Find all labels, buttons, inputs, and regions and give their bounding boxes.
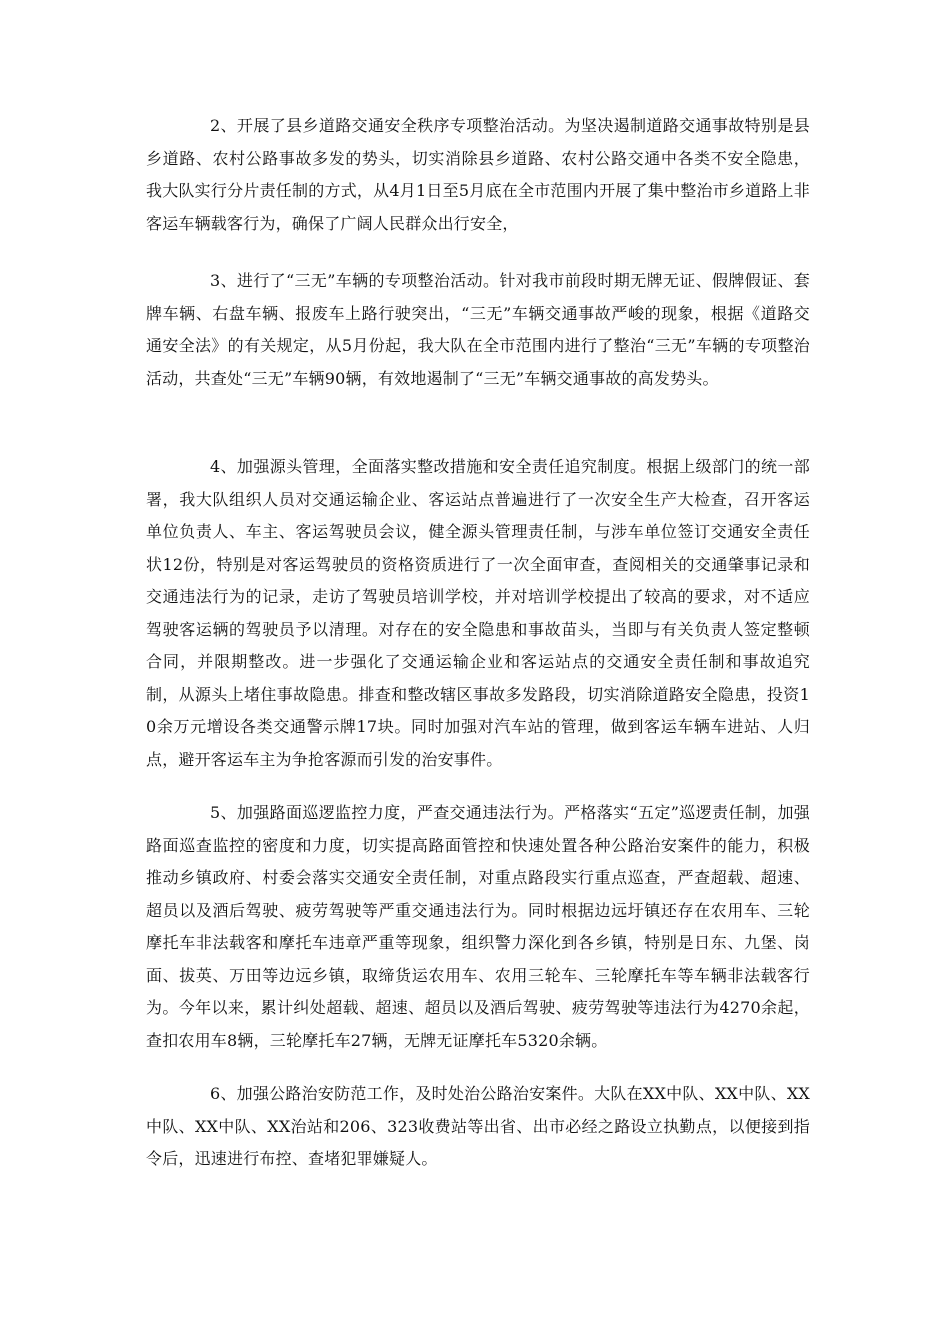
paragraph-6-highway-security: 6、加强公路治安防范工作，及时处治公路治安案件。大队在XX中队、XX中队、XX中队、XX中队、XX治站和206、323收费站等出省、出市必经之路设立执勤点，以便接到指令后，迅速进行布控、查堵犯罪嫌疑人。 — [146, 1084, 810, 1168]
paragraph-3-unlicensed-vehicle-campaign: 3、进行了“三无”车辆的专项整治活动。针对我市前段时期无牌无证、假牌假证、套牌车辆、右盘车辆、报废车上路行驶突出，“三无”车辆交通事故严峻的现象，根据《道路交通安全法》的有关规定，从5月份起，我大队在全市范围内进行了整治“三无”车辆的专项整治活动，共查处“三无”车辆90辆，有效地遏制了“三无”车辆交通事故的高发势头。 — [146, 271, 810, 388]
paragraph-4-source-management: 4、加强源头管理，全面落实整改措施和安全责任追究制度。根据上级部门的统一部署，我大队组织人员对交通运输企业、客运站点普遍进行了一次安全生产大检查，召开客运单位负责人、车主、客运驾驶员会议，健全源头管理责任制，与涉车单位签订交通安全责任状12份，特别是对客运驾驶员的资格资质进行了一次全面审查，查阅相关的交通肇事记录和交通违法行为的记录，走访了驾驶员培训学校，并对培训学校提出了较高的要求，对不适应驾驶客运辆的驾驶员予以清理。对存在的安全隐患和事故苗头，当即与有关负责人签定整顿合同，并限期整改。进一步强化了交通运输企业和客运站点的交通安全责任制和事故追究制，从源头上堵住事故隐患。排查和整改辖区事故多发路段，切实消除道路安全隐患，投资10余万元增设各类交通警示牌17块。同时加强对汽车站的管理，做到客运车辆车进站、人归点，避开客运车主为争抢客源而引发的治安事件。 — [146, 457, 810, 769]
paragraph-2-road-order-campaign: 2、开展了县乡道路交通安全秩序专项整治活动。为坚决遏制道路交通事故特别是县乡道路、农村公路事故多发的势头，切实消除县乡道路、农村公路交通中各类不安全隐患，我大队实行分片责任制的方式，从4月1日至5月底在全市范围内开展了集中整治市乡道路上非客运车辆载客行为，确保了广阔人民群众出行安全， — [146, 116, 810, 233]
paragraph-5-road-patrol: 5、加强路面巡逻监控力度，严查交通违法行为。严格落实“五定”巡逻责任制，加强路面巡查监控的密度和力度，切实提高路面管控和快速处置各种公路治安案件的能力，积极推动乡镇政府、村委会落实交通安全责任制，对重点路段实行重点巡查，严查超载、超速、超员以及酒后驾驶、疲劳驾驶等严重交通违法行为。同时根据边远圩镇还存在农用车、三轮摩托车非法载客和摩托车违章严重等现象，组织警力深化到各乡镇，特别是日东、九堡、岗面、拔英、万田等边远乡镇，取缔货运农用车、农用三轮车、三轮摩托车等车辆非法载客行为。今年以来，累计纠处超载、超速、超员以及酒后驾驶、疲劳驾驶等违法行为4270余起，查扣农用车8辆，三轮摩托车27辆，无牌无证摩托车5320余辆。 — [146, 803, 810, 1050]
